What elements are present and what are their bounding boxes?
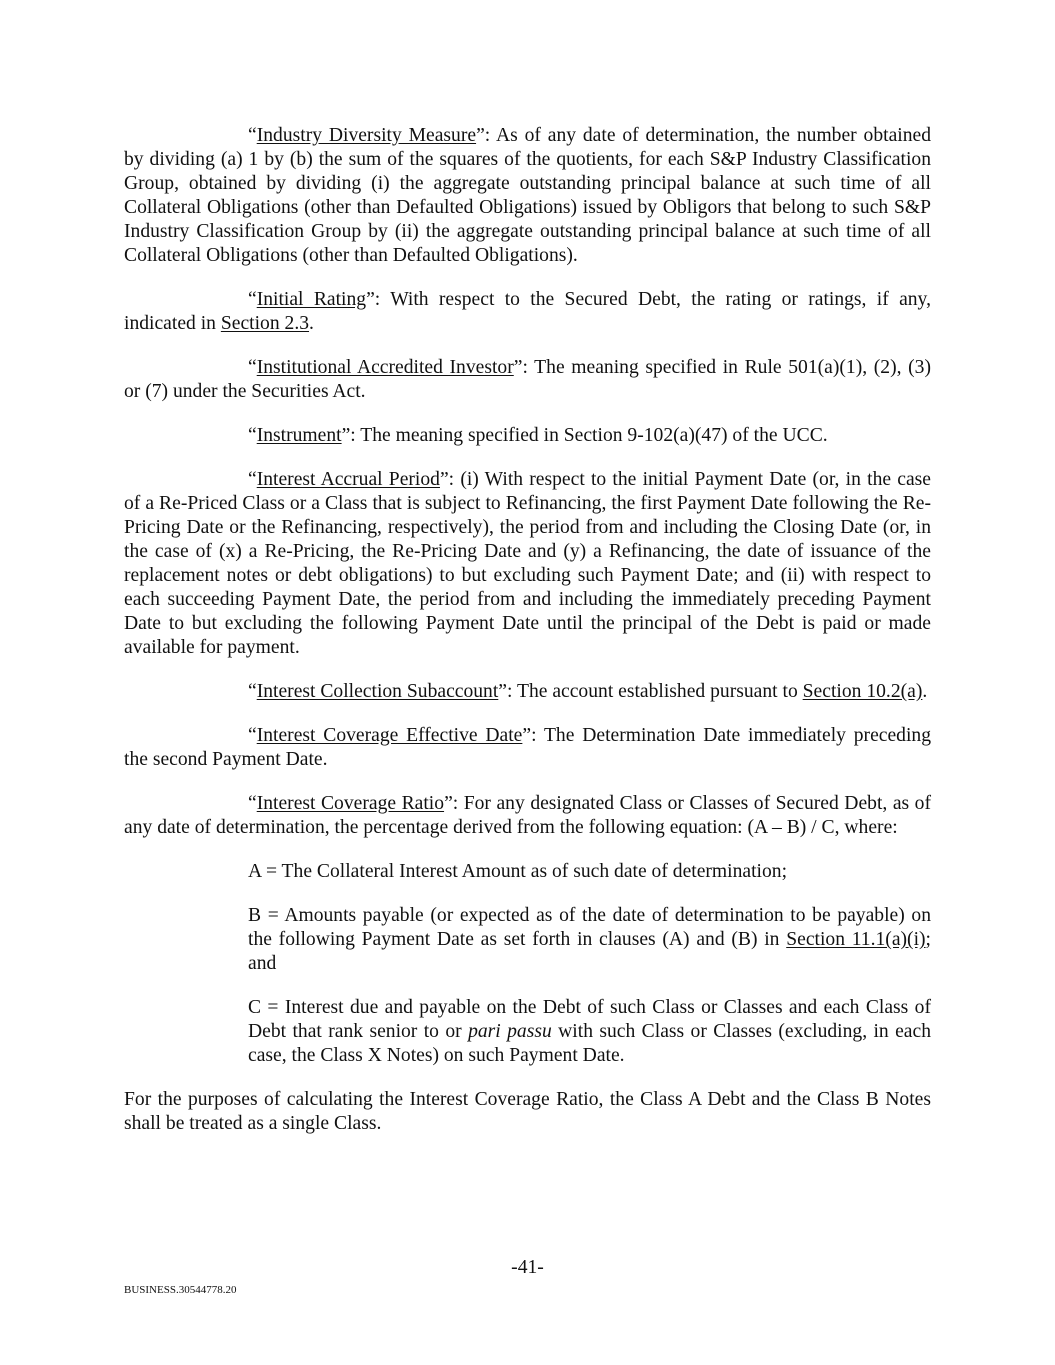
page-number: -41- xyxy=(511,1257,544,1278)
definition-institutional-accredited-investor: “Institutional Accredited Investor”: The meaning specified in Rule 501(a)(1), (2), (3) or (7) under the Securities Act. xyxy=(124,357,931,402)
italic-term: pari passu xyxy=(468,1021,552,1042)
defined-term: Interest Accrual Period xyxy=(256,469,440,490)
definition-interest-coverage-ratio: “Interest Coverage Ratio”: For any designated Class or Classes of Secured Debt, as of any date of determination, the percentage derived from the following equation: (A – B) / C, where: xyxy=(124,793,931,838)
defined-term: Initial Rating xyxy=(256,289,367,310)
document-id: BUSINESS.30544778.20 xyxy=(124,1284,237,1296)
definition-initial-rating: “Initial Rating”: With respect to the Secured Debt, the rating or ratings, if any, indicated in Section 2.3. xyxy=(124,289,931,334)
equation-term-a: A = The Collateral Interest Amount as of such date of determination; xyxy=(248,861,788,882)
definition-industry-diversity-measure: “Industry Diversity Measure”: As of any date of determination, the number obtained by dividing (a) 1 by (b) the sum of the squares of the quotients, for each S&P Industry Classification Group, obtained by dividing (i) the aggregate outstanding principal balance at such time of all Collateral Obligations (other than Defaulted Obligations) issued by Obligors that belong to such S&P Industry Classification Group by (ii) the aggregate outstanding principal balance at such time of all Collateral Obligations (other than Defaulted Obligations). xyxy=(124,125,932,266)
closing-paragraph: For the purposes of calculating the Interest Coverage Ratio, the Class A Debt and the Class B Notes shall be treated as a single Class. xyxy=(124,1089,931,1134)
section-reference: Section 11.1(a)(i) xyxy=(786,929,926,950)
definition-interest-coverage-effective-date: “Interest Coverage Effective Date”: The Determination Date immediately preceding the second Payment Date. xyxy=(124,725,931,770)
defined-term: Interest Collection Subaccount xyxy=(256,681,499,702)
definition-interest-collection-subaccount: “Interest Collection Subaccount”: The account established pursuant to Section 10.2(a). xyxy=(248,681,928,702)
definition-interest-accrual-period: “Interest Accrual Period”: (i) With respect to the initial Payment Date (or, in the case of a Re-Priced Class or a Class that is subject to Refinancing, the first Payment Date following the Re-Pricing Date or the Refinancing, respectively), the period from and including the Closing Date (or, in the case of (x) a Re-Pricing, the Re-Pricing Date and (y) a Refinancing, the date of issuance of the replacement notes or debt obligations) to but excluding such Payment Date; and (ii) with respect to each succeeding Payment Date, the period from and including the immediately preceding Payment Date to but excluding the following Payment Date until the principal of the Debt is paid or made available for payment. xyxy=(124,469,931,658)
defined-term: Industry Diversity Measure xyxy=(256,125,477,146)
section-reference: Section 2.3 xyxy=(220,313,310,334)
definition-instrument: “Instrument”: The meaning specified in Section 9-102(a)(47) of the UCC. xyxy=(248,425,828,446)
defined-term: Interest Coverage Effective Date xyxy=(256,725,523,746)
document-body xyxy=(124,124,931,1156)
section-reference: Section 10.2(a) xyxy=(802,681,923,702)
defined-term: Interest Coverage Ratio xyxy=(256,793,445,814)
equation-term-c: C = Interest due and payable on the Debt of such Class or Classes and each Class of Debt that rank senior to or pari passu with such Class or Classes (excluding, in each case, the Class X Notes) on such Payment Date. xyxy=(248,997,931,1066)
equation-term-b: B = Amounts payable (or expected as of the date of determination to be payable) on the following Payment Date as set forth in clauses (A) and (B) in Section 11.1(a)(i); and xyxy=(248,905,931,974)
defined-term: Institutional Accredited Investor xyxy=(256,357,514,378)
defined-term: Instrument xyxy=(256,425,342,446)
